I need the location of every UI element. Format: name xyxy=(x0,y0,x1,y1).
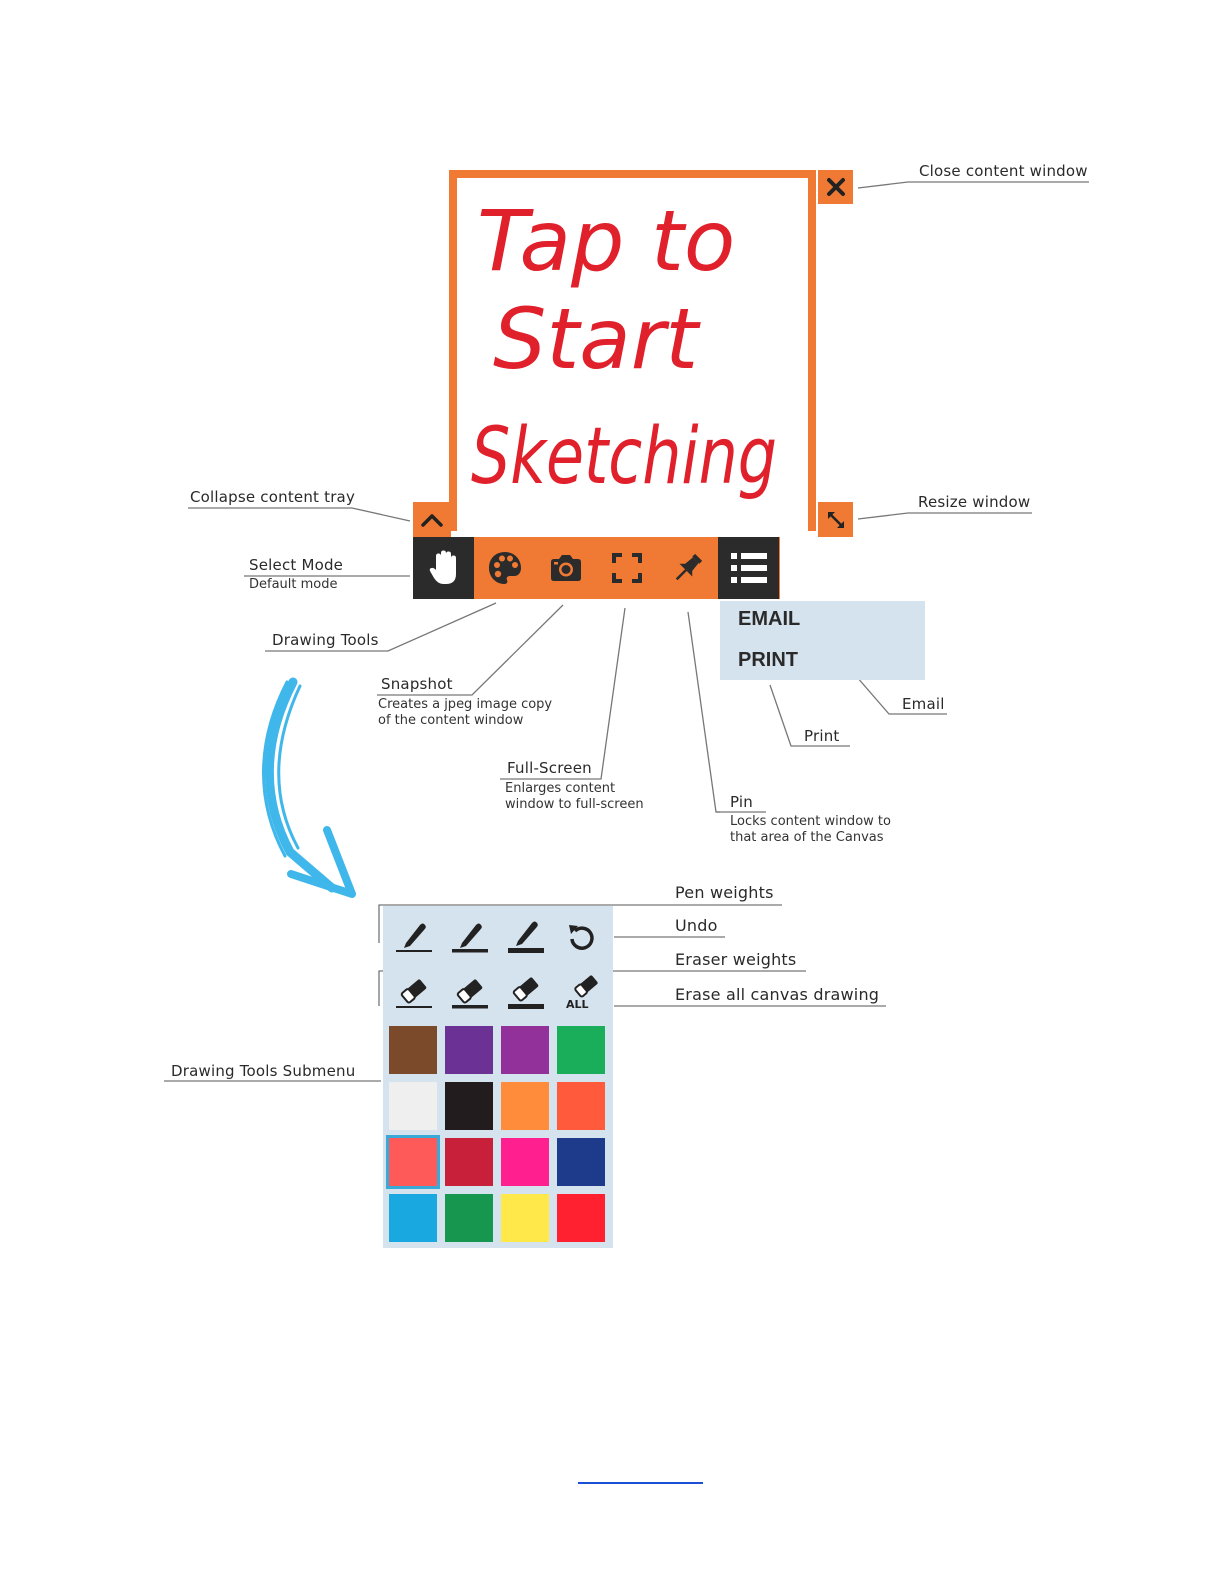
collapse-tray-button[interactable] xyxy=(413,502,451,537)
callout-print: Print xyxy=(804,727,840,745)
fullscreen-icon xyxy=(612,553,642,583)
pen-weight-medium-button[interactable] xyxy=(442,909,498,965)
callout-drawing-tools-submenu: Drawing Tools Submenu xyxy=(171,1062,356,1080)
erase-all-label: ALL xyxy=(566,998,589,1011)
pen-thin-icon xyxy=(394,919,434,955)
callout-collapse-tray: Collapse content tray xyxy=(190,488,356,506)
erase-all-icon xyxy=(564,975,600,1011)
snapshot-button[interactable] xyxy=(535,537,596,599)
drawing-tools-submenu xyxy=(383,906,613,1248)
color-swatch[interactable] xyxy=(501,1194,549,1242)
color-swatch[interactable] xyxy=(557,1082,605,1130)
hand-icon xyxy=(428,550,460,586)
eraser-thin-icon xyxy=(394,975,434,1011)
color-swatch[interactable] xyxy=(557,1194,605,1242)
close-window-button[interactable] xyxy=(818,170,853,204)
pen-weight-thin-button[interactable] xyxy=(386,909,442,965)
eraser-weight-thin-button[interactable] xyxy=(386,965,442,1021)
select-mode-button[interactable] xyxy=(413,537,474,599)
content-window xyxy=(449,170,816,531)
content-toolbar xyxy=(413,537,780,599)
eraser-thick-icon xyxy=(506,975,546,1011)
callout-snapshot-desc-1: Creates a jpeg image copy xyxy=(378,697,553,712)
menu-item-email[interactable]: EMAIL xyxy=(738,608,801,630)
canvas-text-line-2: Start xyxy=(493,290,699,388)
callout-full-screen-desc-1: Enlarges content xyxy=(505,781,616,796)
pen-medium-icon xyxy=(450,919,490,955)
eraser-medium-icon xyxy=(450,975,490,1011)
pen-thick-icon xyxy=(506,919,546,955)
color-swatch[interactable] xyxy=(501,1082,549,1130)
color-swatch[interactable] xyxy=(557,1026,605,1074)
close-icon xyxy=(827,178,845,196)
color-swatch[interactable] xyxy=(501,1138,549,1186)
eraser-weight-medium-button[interactable] xyxy=(442,965,498,1021)
list-icon xyxy=(731,552,767,584)
canvas-text-line-3: Sketching xyxy=(471,412,777,502)
color-swatch[interactable] xyxy=(389,1082,437,1130)
callout-pin-desc-2: that area of the Canvas xyxy=(730,830,884,845)
menu-item-print[interactable]: PRINT xyxy=(738,649,798,671)
color-swatch[interactable] xyxy=(389,1026,437,1074)
callout-full-screen-desc-2: window to full-screen xyxy=(505,797,644,812)
palette-icon xyxy=(487,550,523,586)
camera-icon xyxy=(549,554,583,582)
color-swatch[interactable] xyxy=(389,1138,437,1186)
chevron-up-icon xyxy=(420,512,444,528)
callout-pin: Pin xyxy=(730,793,753,811)
callout-drawing-tools: Drawing Tools xyxy=(272,631,379,649)
callout-select-mode: Select Mode xyxy=(249,556,344,574)
color-swatch[interactable] xyxy=(445,1194,493,1242)
erase-all-button[interactable] xyxy=(554,965,610,1021)
color-swatch[interactable] xyxy=(557,1138,605,1186)
callout-email: Email xyxy=(902,695,945,713)
full-screen-button[interactable] xyxy=(596,537,657,599)
resize-window-button[interactable] xyxy=(818,502,853,537)
callout-eraser-weights: Eraser weights xyxy=(675,950,797,969)
callout-snapshot-desc-2: of the content window xyxy=(378,713,524,728)
callout-erase-all: Erase all canvas drawing xyxy=(675,985,880,1004)
curved-arrow-icon xyxy=(263,682,352,894)
callout-resize-window: Resize window xyxy=(918,493,1031,511)
canvas-text-line-1: Tap to xyxy=(477,192,736,290)
color-swatch[interactable] xyxy=(445,1026,493,1074)
color-swatch[interactable] xyxy=(445,1082,493,1130)
callout-close-window: Close content window xyxy=(919,162,1088,180)
callout-pin-desc-1: Locks content window to xyxy=(730,814,891,829)
drawing-tools-button[interactable] xyxy=(474,537,535,599)
pin-button[interactable] xyxy=(657,537,718,599)
pen-weight-thick-button[interactable] xyxy=(498,909,554,965)
pin-icon xyxy=(671,551,705,585)
resize-icon xyxy=(825,509,847,531)
callout-snapshot: Snapshot xyxy=(381,675,453,693)
menu-button[interactable] xyxy=(718,537,779,599)
color-swatch[interactable] xyxy=(445,1138,493,1186)
undo-icon xyxy=(567,922,597,952)
eraser-weight-thick-button[interactable] xyxy=(498,965,554,1021)
color-swatch[interactable] xyxy=(501,1026,549,1074)
share-menu xyxy=(720,601,925,680)
sketch-canvas[interactable] xyxy=(457,178,808,531)
undo-button[interactable] xyxy=(554,909,610,965)
callout-select-mode-desc: Default mode xyxy=(249,577,338,592)
callout-full-screen: Full-Screen xyxy=(507,759,592,777)
callout-undo: Undo xyxy=(675,916,718,935)
callout-pen-weights: Pen weights xyxy=(675,883,774,902)
color-swatch[interactable] xyxy=(389,1194,437,1242)
